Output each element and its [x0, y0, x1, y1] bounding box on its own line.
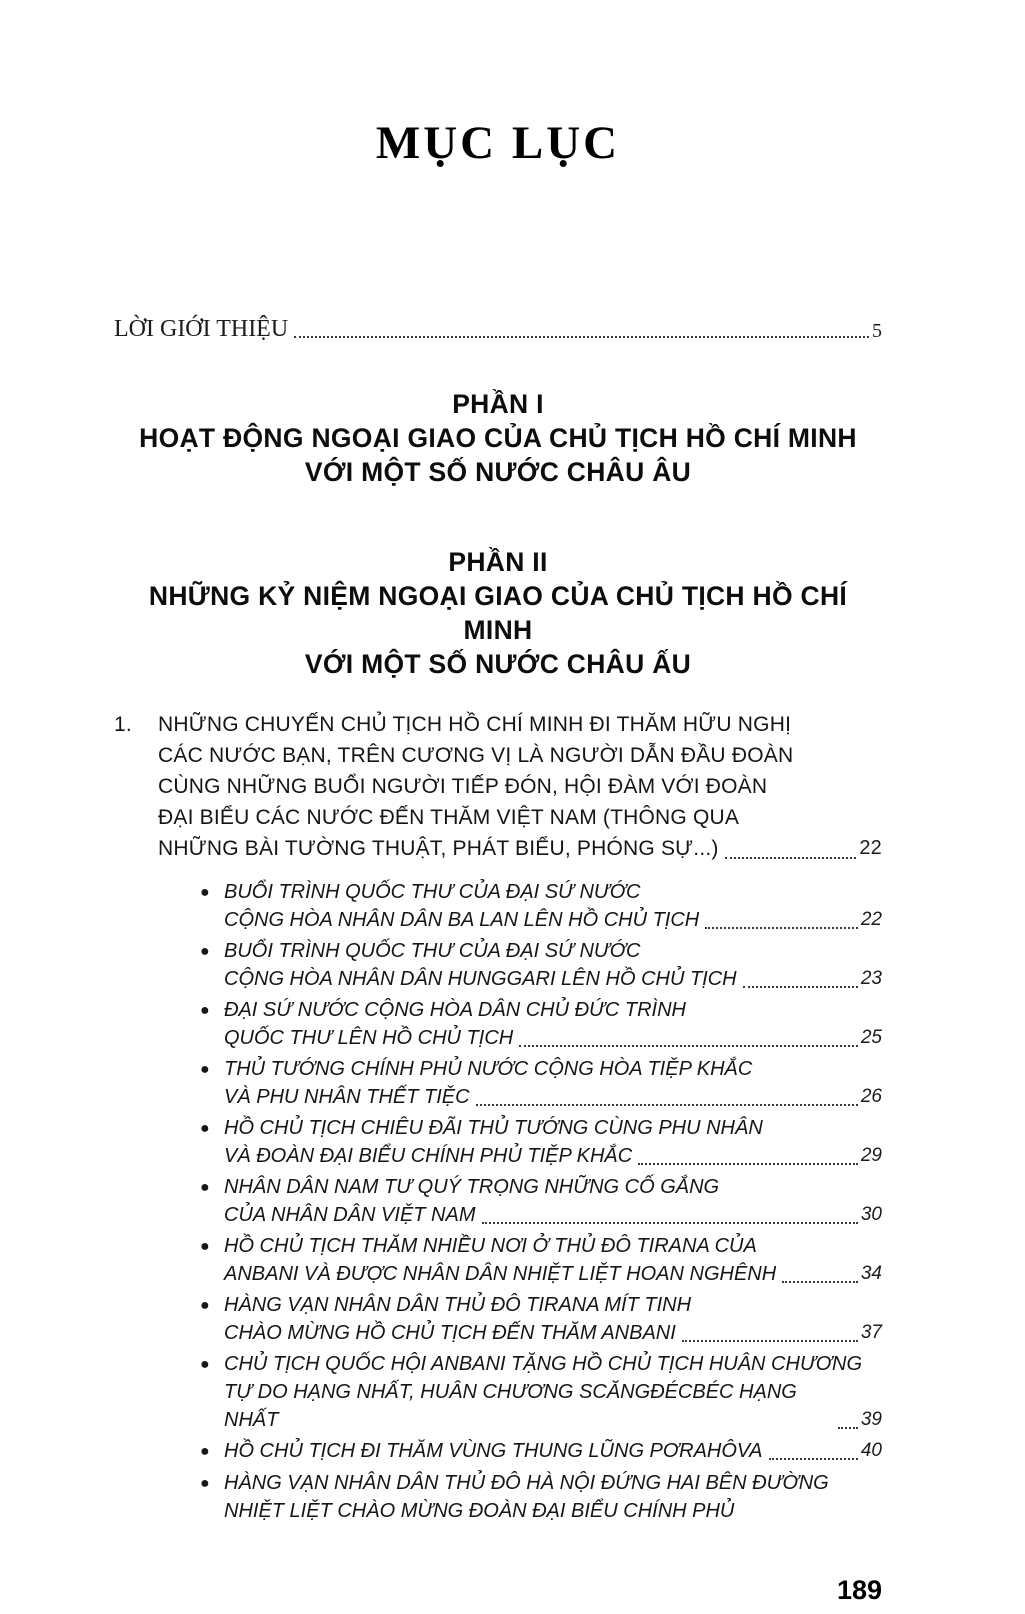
toc-entry-line: ANBANI VÀ ĐƯỢC NHÂN DÂN NHIỆT LIỆT HOAN NGHÊNH — [224, 1263, 777, 1285]
toc-entry — [200, 1055, 882, 1111]
toc-entry-line: NHIỆT LIỆT CHÀO MỪNG ĐOÀN ĐẠI BIỂU CHÍNH PHỦ — [224, 1500, 735, 1522]
dot-leader — [705, 927, 858, 929]
toc-entry — [200, 878, 882, 934]
dot-leader — [638, 1163, 858, 1165]
bullet-icon: ● — [200, 1443, 210, 1460]
toc-item-1 — [114, 709, 882, 864]
bullet-icon: ● — [200, 1356, 210, 1373]
dot-leader — [682, 1340, 858, 1342]
toc-entry-line: HÀNG VẠN NHÂN DÂN THỦ ĐÔ TIRANA MÍT TINH — [224, 1294, 692, 1316]
page-number: 189 — [836, 1575, 882, 1605]
toc-entry-line: NHÂN DÂN NAM TƯ QUÝ TRỌNG NHỮNG CỐ GẮNG — [224, 1176, 720, 1198]
bullet-icon: ● — [200, 1179, 210, 1196]
dot-leader — [476, 1104, 858, 1106]
dot-leader — [782, 1281, 858, 1283]
page-ref: 37 — [860, 1322, 882, 1343]
dot-leader — [838, 1427, 858, 1429]
page-ref: 25 — [860, 1027, 882, 1048]
toc-item-line: ĐẠI BIỂU CÁC NƯỚC ĐẾN THĂM VIỆT NAM (THÔNG QUA — [158, 806, 740, 829]
part2-label: PHẦN II — [448, 547, 548, 577]
toc-entry — [200, 996, 882, 1052]
toc-entry-line: CỘNG HÒA NHÂN DÂN BA LAN LÊN HỒ CHỦ TỊCH — [224, 909, 700, 931]
bullet-icon: ● — [200, 1297, 210, 1314]
toc-entry-line: QUỐC THƯ LÊN HỒ CHỦ TỊCH — [224, 1027, 514, 1049]
page-ref: 22 — [859, 837, 882, 859]
toc-entry-line: CỦA NHÂN DÂN VIỆT NAM — [224, 1204, 476, 1226]
dot-leader — [725, 857, 857, 859]
page-ref: 34 — [860, 1263, 882, 1284]
toc-entry-line: CỘNG HÒA NHÂN DÂN HUNGGARI LÊN HỒ CHỦ TỊCH — [224, 968, 737, 990]
dot-leader — [769, 1458, 858, 1460]
page-ref: 5 — [872, 320, 882, 342]
bullet-icon: ● — [200, 884, 210, 901]
page-ref: 23 — [860, 968, 882, 989]
toc-entry-line: THỦ TƯỚNG CHÍNH PHỦ NƯỚC CỘNG HÒA TIỆP KHẮC — [224, 1058, 753, 1080]
page-ref: 29 — [860, 1145, 882, 1166]
toc-entry — [200, 1469, 882, 1525]
toc-intro-label: LỜI GIỚI THIỆU — [114, 316, 289, 342]
toc-item-line: NHỮNG BÀI TƯỜNG THUẬT, PHÁT BIỂU, PHÓNG SỰ...) — [158, 837, 719, 860]
bullet-icon: ● — [200, 1002, 210, 1019]
toc-entry-line: HỒ CHỦ TỊCH CHIÊU ĐÃI THỦ TƯỚNG CÙNG PHU NHÂN — [224, 1117, 763, 1139]
part1-label: PHẦN I — [452, 389, 544, 419]
page-title: MỤC LỤC — [375, 117, 621, 169]
toc-entry-line: BUỔI TRÌNH QUỐC THƯ CỦA ĐẠI SỨ NƯỚC — [224, 881, 641, 903]
toc-entry-line: CHÀO MỪNG HỒ CHỦ TỊCH ĐẾN THĂM ANBANI — [224, 1322, 676, 1344]
part2-title-line1: NHỮNG KỶ NIỆM NGOẠI GIAO CỦA CHỦ TỊCH HỒ CHÍ MINH — [148, 581, 848, 645]
toc-entry-line: VÀ PHU NHÂN THẾT TIỆC — [224, 1086, 470, 1108]
page-ref: 22 — [860, 909, 882, 930]
toc-entry-line: BUỔI TRÌNH QUỐC THƯ CỦA ĐẠI SỨ NƯỚC — [224, 940, 641, 962]
toc-entry-line: HỒ CHỦ TỊCH THĂM NHIỀU NƠI Ở THỦ ĐÔ TIRANA CỦA — [224, 1235, 757, 1257]
toc-entry — [200, 1114, 882, 1170]
page-ref: 39 — [860, 1409, 882, 1430]
part1-heading — [114, 387, 882, 489]
toc-entry — [200, 1350, 882, 1434]
toc-entry — [200, 1291, 882, 1347]
toc-entry-line: ĐẠI SỨ NƯỚC CỘNG HÒA DÂN CHỦ ĐỨC TRÌNH — [224, 999, 687, 1021]
dot-leader — [743, 986, 858, 988]
toc-item-line: CÙNG NHỮNG BUỔI NGƯỜI TIẾP ĐÓN, HỘI ĐÀM VỚI ĐOÀN — [158, 775, 768, 798]
toc-entry — [200, 1232, 882, 1288]
dot-leader — [519, 1045, 858, 1047]
item-number: 1. — [114, 713, 132, 736]
toc-intro-entry — [114, 316, 882, 343]
bullet-icon: ● — [200, 1061, 210, 1078]
toc-entry — [200, 1437, 882, 1466]
bullet-icon: ● — [200, 1475, 210, 1492]
dot-leader — [482, 1222, 858, 1224]
dot-leader — [294, 336, 869, 338]
toc-entry-line: VÀ ĐOÀN ĐẠI BIỂU CHÍNH PHỦ TIỆP KHẮC — [224, 1145, 633, 1167]
toc-entry — [200, 937, 882, 993]
toc-entry-line: HỒ CHỦ TỊCH ĐI THĂM VÙNG THUNG LŨNG PƠRAHÔVA — [224, 1440, 763, 1462]
toc-item-line: CÁC NƯỚC BẠN, TRÊN CƯƠNG VỊ LÀ NGƯỜI DẪN ĐẦU ĐOÀN — [158, 744, 794, 767]
bullet-icon: ● — [200, 1120, 210, 1137]
bullet-icon: ● — [200, 943, 210, 960]
page-ref: 26 — [860, 1086, 882, 1107]
part2-heading — [114, 545, 882, 681]
page-ref: 30 — [860, 1204, 882, 1225]
toc-entry-list — [200, 878, 882, 1525]
toc-item-line: NHỮNG CHUYẾN CHỦ TỊCH HỒ CHÍ MINH ĐI THĂM HỮU NGHỊ — [158, 713, 792, 736]
page-ref: 40 — [860, 1440, 882, 1461]
part2-title-line2: VỚI MỘT SỐ NƯỚC CHÂU ẤU — [304, 649, 692, 679]
part1-title-line2: VỚI MỘT SỐ NƯỚC CHÂU ÂU — [304, 457, 692, 487]
part1-title-line1: HOẠT ĐỘNG NGOẠI GIAO CỦA CHỦ TỊCH HỒ CHÍ MINH — [139, 423, 857, 453]
toc-entry — [200, 1173, 882, 1229]
toc-entry-line: HÀNG VẠN NHÂN DÂN THỦ ĐÔ HÀ NỘI ĐỨNG HAI BÊN ĐƯỜNG — [224, 1472, 829, 1494]
bullet-icon: ● — [200, 1238, 210, 1255]
toc-entry-line: TỰ DO HẠNG NHẤT, HUÂN CHƯƠNG SCĂNGĐÉCBÉC HẠNG NHẤT — [224, 1381, 797, 1431]
toc-entry-line: CHỦ TỊCH QUỐC HỘI ANBANI TẶNG HỒ CHỦ TỊCH HUÂN CHƯƠNG — [224, 1353, 863, 1375]
